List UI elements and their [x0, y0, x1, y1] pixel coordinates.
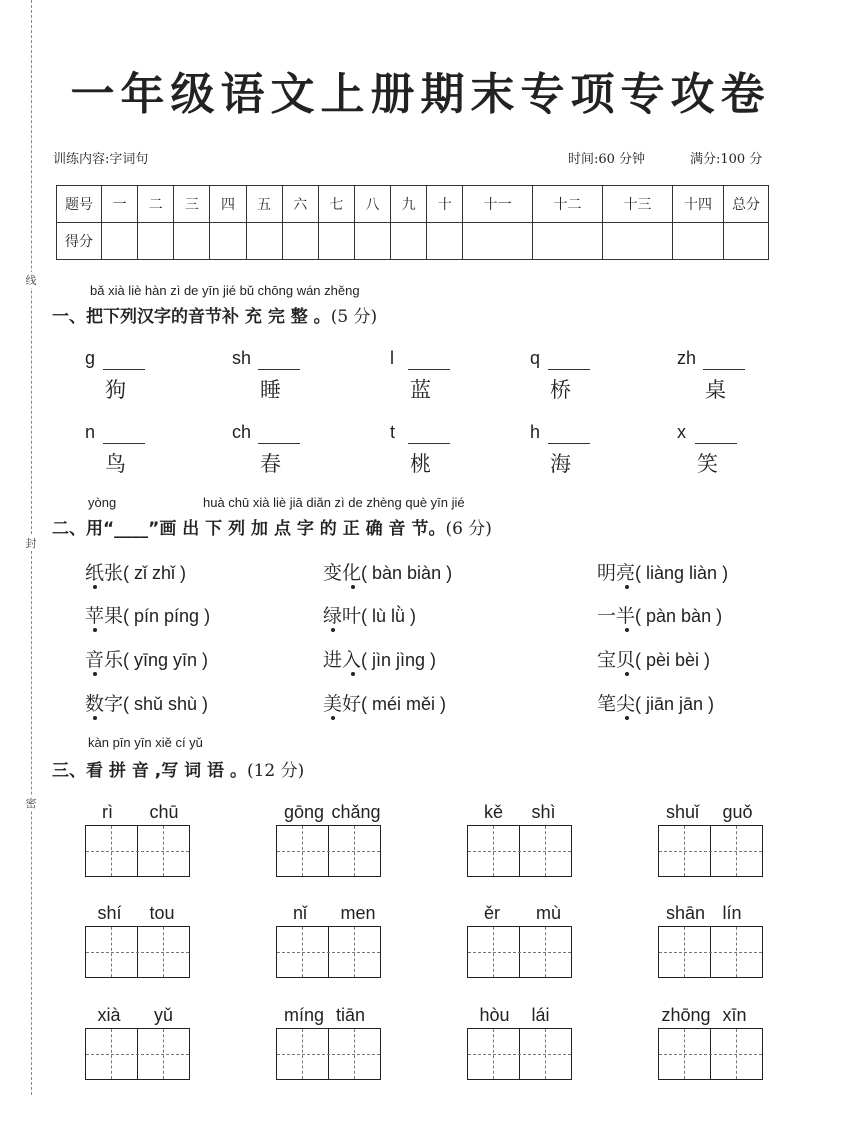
- pinyin-options[interactable]: ( méi měi ): [361, 694, 447, 714]
- pinyin-options[interactable]: ( lù lǜ ): [361, 606, 417, 626]
- writing-grid[interactable]: [467, 1028, 572, 1080]
- emphasis-dot: [625, 716, 629, 720]
- syllable-initial: zh: [677, 348, 697, 368]
- writing-grid[interactable]: [276, 926, 381, 978]
- emphasis-dot: [351, 585, 355, 589]
- syllable-item: [232, 422, 342, 482]
- margin-label-xian: 线: [22, 272, 40, 288]
- section2-title-text: 二、用“____”画 出 下 列 加 点 字 的 正 确 音 节。: [52, 519, 446, 539]
- header-cell: 九: [391, 186, 427, 223]
- score-cell[interactable]: [102, 223, 138, 260]
- writing-grid[interactable]: [467, 825, 572, 877]
- syllable-initial: g: [85, 348, 96, 368]
- emphasis-dot: [331, 716, 335, 720]
- section3-title: [52, 756, 304, 781]
- grid-pinyin: zhōng: [661, 1005, 711, 1025]
- syllable-blank[interactable]: [695, 443, 737, 444]
- section1-points: (5 分): [330, 307, 378, 327]
- score-cell[interactable]: [210, 223, 246, 260]
- header-cell: 十: [427, 186, 463, 223]
- dotted-word: 音乐: [85, 649, 124, 671]
- grid-pinyin: gōng: [284, 802, 325, 822]
- pronunciation-item: [323, 558, 452, 585]
- score-cell[interactable]: [282, 223, 318, 260]
- section3-title-text: 三、看 拼 音 ,写 词 语 。: [52, 761, 247, 781]
- score-cell[interactable]: [427, 223, 463, 260]
- syllable-blank[interactable]: [408, 443, 450, 444]
- pronunciation-item: [597, 689, 714, 716]
- syllable-initial: q: [530, 348, 541, 368]
- section1-pinyin: bǎ xià liè hàn zì de yīn jié bǔ chōng wán zhěng: [90, 283, 360, 298]
- syllable-item: [530, 422, 640, 482]
- syllable-item: [530, 348, 640, 408]
- grid-pinyin: xià: [97, 1005, 121, 1025]
- pinyin-options[interactable]: ( pín píng ): [123, 606, 211, 626]
- section1-title: [52, 302, 377, 327]
- row-label: 得分: [57, 223, 102, 260]
- grid-pinyin: men: [340, 903, 376, 923]
- header-cell: 五: [246, 186, 282, 223]
- pronunciation-item: [323, 689, 446, 716]
- writing-grid[interactable]: [658, 926, 763, 978]
- emphasis-dot: [625, 585, 629, 589]
- grid-pinyin: ěr: [484, 903, 501, 923]
- grid-pinyin: mù: [536, 903, 562, 923]
- score-cell[interactable]: [533, 223, 603, 260]
- hanzi-char: 海: [550, 452, 571, 476]
- training-content: 训练内容:字词句: [53, 152, 149, 167]
- writing-grid[interactable]: [85, 1028, 190, 1080]
- emphasis-dot: [93, 628, 97, 632]
- header-cell: 十四: [673, 186, 724, 223]
- score-table-header-row: [57, 186, 769, 223]
- header-cell: 十三: [602, 186, 672, 223]
- dotted-word: 进入: [323, 649, 362, 671]
- syllable-initial: ch: [232, 422, 252, 442]
- hanzi-char: 蓝: [410, 378, 431, 402]
- pinyin-options[interactable]: ( shǔ shù ): [123, 694, 209, 714]
- pronunciation-item: [323, 645, 436, 672]
- syllable-initial: x: [677, 422, 686, 442]
- header-cell: 六: [282, 186, 318, 223]
- header-cell: 十二: [533, 186, 603, 223]
- header-cell: 一: [102, 186, 138, 223]
- time-limit: 时间:60 分钟: [568, 152, 646, 167]
- pronunciation-item: [597, 645, 710, 672]
- score-cell[interactable]: [673, 223, 724, 260]
- score-cell[interactable]: [138, 223, 174, 260]
- grid-pinyin: shān: [666, 903, 706, 923]
- grid-pinyin: nǐ: [293, 903, 308, 923]
- section3-points: (12 分): [246, 761, 305, 781]
- section2-pinyin-a: yòng: [88, 495, 117, 510]
- grid-pinyin: hòu: [479, 1005, 510, 1025]
- syllable-item: [85, 422, 195, 482]
- pinyin-options[interactable]: ( pèi bèi ): [635, 650, 711, 670]
- syllable-blank[interactable]: [703, 369, 745, 370]
- writing-grid[interactable]: [85, 825, 190, 877]
- writing-grid[interactable]: [658, 1028, 763, 1080]
- dotted-word: 一半: [597, 605, 636, 627]
- section2-points: (6 分): [445, 519, 492, 539]
- syllable-initial: n: [85, 422, 96, 442]
- pinyin-options[interactable]: ( jiān jān ): [635, 694, 715, 714]
- hanzi-char: 笑: [697, 452, 718, 476]
- emphasis-dot: [625, 672, 629, 676]
- header-cell: 八: [354, 186, 390, 223]
- section1-title-text: 一、把下列汉字的音节补 充 完 整 。: [52, 307, 331, 327]
- syllable-initial: l: [390, 348, 394, 368]
- score-cell[interactable]: [246, 223, 282, 260]
- header-cell: 二: [138, 186, 174, 223]
- dotted-word: 宝贝: [597, 649, 636, 671]
- header-cell: 题号: [57, 186, 102, 223]
- header-cell: 七: [318, 186, 354, 223]
- margin-label-mi: 密: [22, 795, 40, 811]
- grid-pinyin: shí: [97, 903, 122, 923]
- header-cell: 三: [174, 186, 210, 223]
- grid-pinyin: kě: [484, 802, 504, 822]
- grid-pinyin: yǔ: [154, 1005, 174, 1025]
- syllable-item: [677, 348, 787, 408]
- dotted-word: 明亮: [597, 562, 636, 584]
- header-cell: 总分: [724, 186, 769, 223]
- grid-pinyin: xīn: [722, 1005, 747, 1025]
- pronunciation-item: [323, 601, 416, 628]
- grid-pinyin: rì: [102, 802, 113, 822]
- grid-pinyin: chū: [149, 802, 179, 822]
- writing-grid[interactable]: [658, 825, 763, 877]
- syllable-item: [232, 348, 342, 408]
- dotted-word: 美好: [323, 693, 362, 715]
- syllable-initial: t: [390, 422, 396, 442]
- header-cell: 十一: [463, 186, 533, 223]
- score-table: [56, 185, 769, 260]
- syllable-item: [390, 422, 500, 482]
- score-cell[interactable]: [724, 223, 769, 260]
- dotted-word: 纸张: [85, 562, 124, 584]
- grid-pinyin: tiān: [336, 1005, 366, 1025]
- hanzi-char: 睡: [260, 378, 281, 402]
- dotted-word: 变化: [323, 562, 362, 584]
- dotted-word: 绿叶: [323, 605, 362, 627]
- syllable-blank[interactable]: [258, 443, 300, 444]
- pronunciation-item: [85, 689, 208, 716]
- grid-pinyin: shì: [531, 802, 556, 822]
- emphasis-dot: [625, 628, 629, 632]
- hanzi-char: 鸟: [105, 452, 126, 476]
- dotted-word: 苹果: [85, 605, 124, 627]
- syllable-blank[interactable]: [548, 443, 590, 444]
- pronunciation-item: [597, 558, 728, 585]
- hanzi-char: 狗: [105, 378, 126, 402]
- syllable-blank[interactable]: [258, 369, 300, 370]
- syllable-initial: sh: [232, 348, 252, 368]
- emphasis-dot: [93, 672, 97, 676]
- header-cell: 四: [210, 186, 246, 223]
- writing-grid[interactable]: [467, 926, 572, 978]
- dotted-word: 数字: [85, 693, 124, 715]
- emphasis-dot: [331, 628, 335, 632]
- grid-pinyin: míng: [284, 1005, 325, 1025]
- score-cell[interactable]: [391, 223, 427, 260]
- syllable-blank[interactable]: [103, 443, 145, 444]
- syllable-blank[interactable]: [408, 369, 450, 370]
- score-cell[interactable]: [174, 223, 210, 260]
- grid-pinyin: lái: [531, 1005, 550, 1025]
- pinyin-options[interactable]: ( pàn bàn ): [635, 606, 723, 626]
- writing-grid[interactable]: [276, 1028, 381, 1080]
- section3-pinyin: kàn pīn yīn xiě cí yǔ: [88, 735, 203, 750]
- emphasis-dot: [351, 672, 355, 676]
- margin-label-feng: 封: [22, 535, 40, 551]
- section2-pinyin-b: huà chū xià liè jiā diǎn zì de zhèng què yīn jié: [203, 495, 465, 510]
- pinyin-options[interactable]: ( zǐ zhǐ ): [123, 563, 187, 583]
- pinyin-options[interactable]: ( bàn biàn ): [361, 563, 453, 583]
- hanzi-char: 桌: [705, 378, 726, 402]
- pronunciation-item: [597, 601, 722, 628]
- grid-pinyin: guǒ: [722, 802, 753, 822]
- dotted-word: 笔尖: [597, 693, 636, 715]
- score-table-score-row: [57, 223, 769, 260]
- score-cell[interactable]: [602, 223, 672, 260]
- syllable-item: [85, 348, 195, 408]
- grid-pinyin: shuǐ: [666, 802, 700, 822]
- hanzi-char: 春: [260, 452, 281, 476]
- syllable-initial: h: [530, 422, 541, 442]
- section2-title: [52, 514, 492, 539]
- emphasis-dot: [93, 585, 97, 589]
- syllable-item: [390, 348, 500, 408]
- grid-pinyin: tou: [149, 903, 175, 923]
- pinyin-options[interactable]: ( yīng yīn ): [123, 650, 209, 670]
- writing-grid[interactable]: [276, 825, 381, 877]
- emphasis-dot: [93, 716, 97, 720]
- pronunciation-item: [85, 558, 186, 585]
- page-title: 一年级语文上册期末专项专攻卷: [70, 69, 771, 120]
- hanzi-char: 桃: [410, 452, 431, 476]
- grid-pinyin: chǎng: [331, 802, 381, 822]
- score-cell[interactable]: [318, 223, 354, 260]
- hanzi-char: 桥: [550, 378, 571, 402]
- pronunciation-item: [85, 645, 208, 672]
- pinyin-options[interactable]: ( jìn jìng ): [361, 650, 437, 670]
- syllable-item: [677, 422, 787, 482]
- pronunciation-item: [85, 601, 210, 628]
- score-cell[interactable]: [463, 223, 533, 260]
- score-cell[interactable]: [354, 223, 390, 260]
- syllable-blank[interactable]: [103, 369, 145, 370]
- full-score: 满分:100 分: [690, 152, 763, 167]
- syllable-blank[interactable]: [548, 369, 590, 370]
- writing-grid[interactable]: [85, 926, 190, 978]
- grid-pinyin: lín: [722, 903, 742, 923]
- pinyin-options[interactable]: ( liàng liàn ): [635, 563, 729, 583]
